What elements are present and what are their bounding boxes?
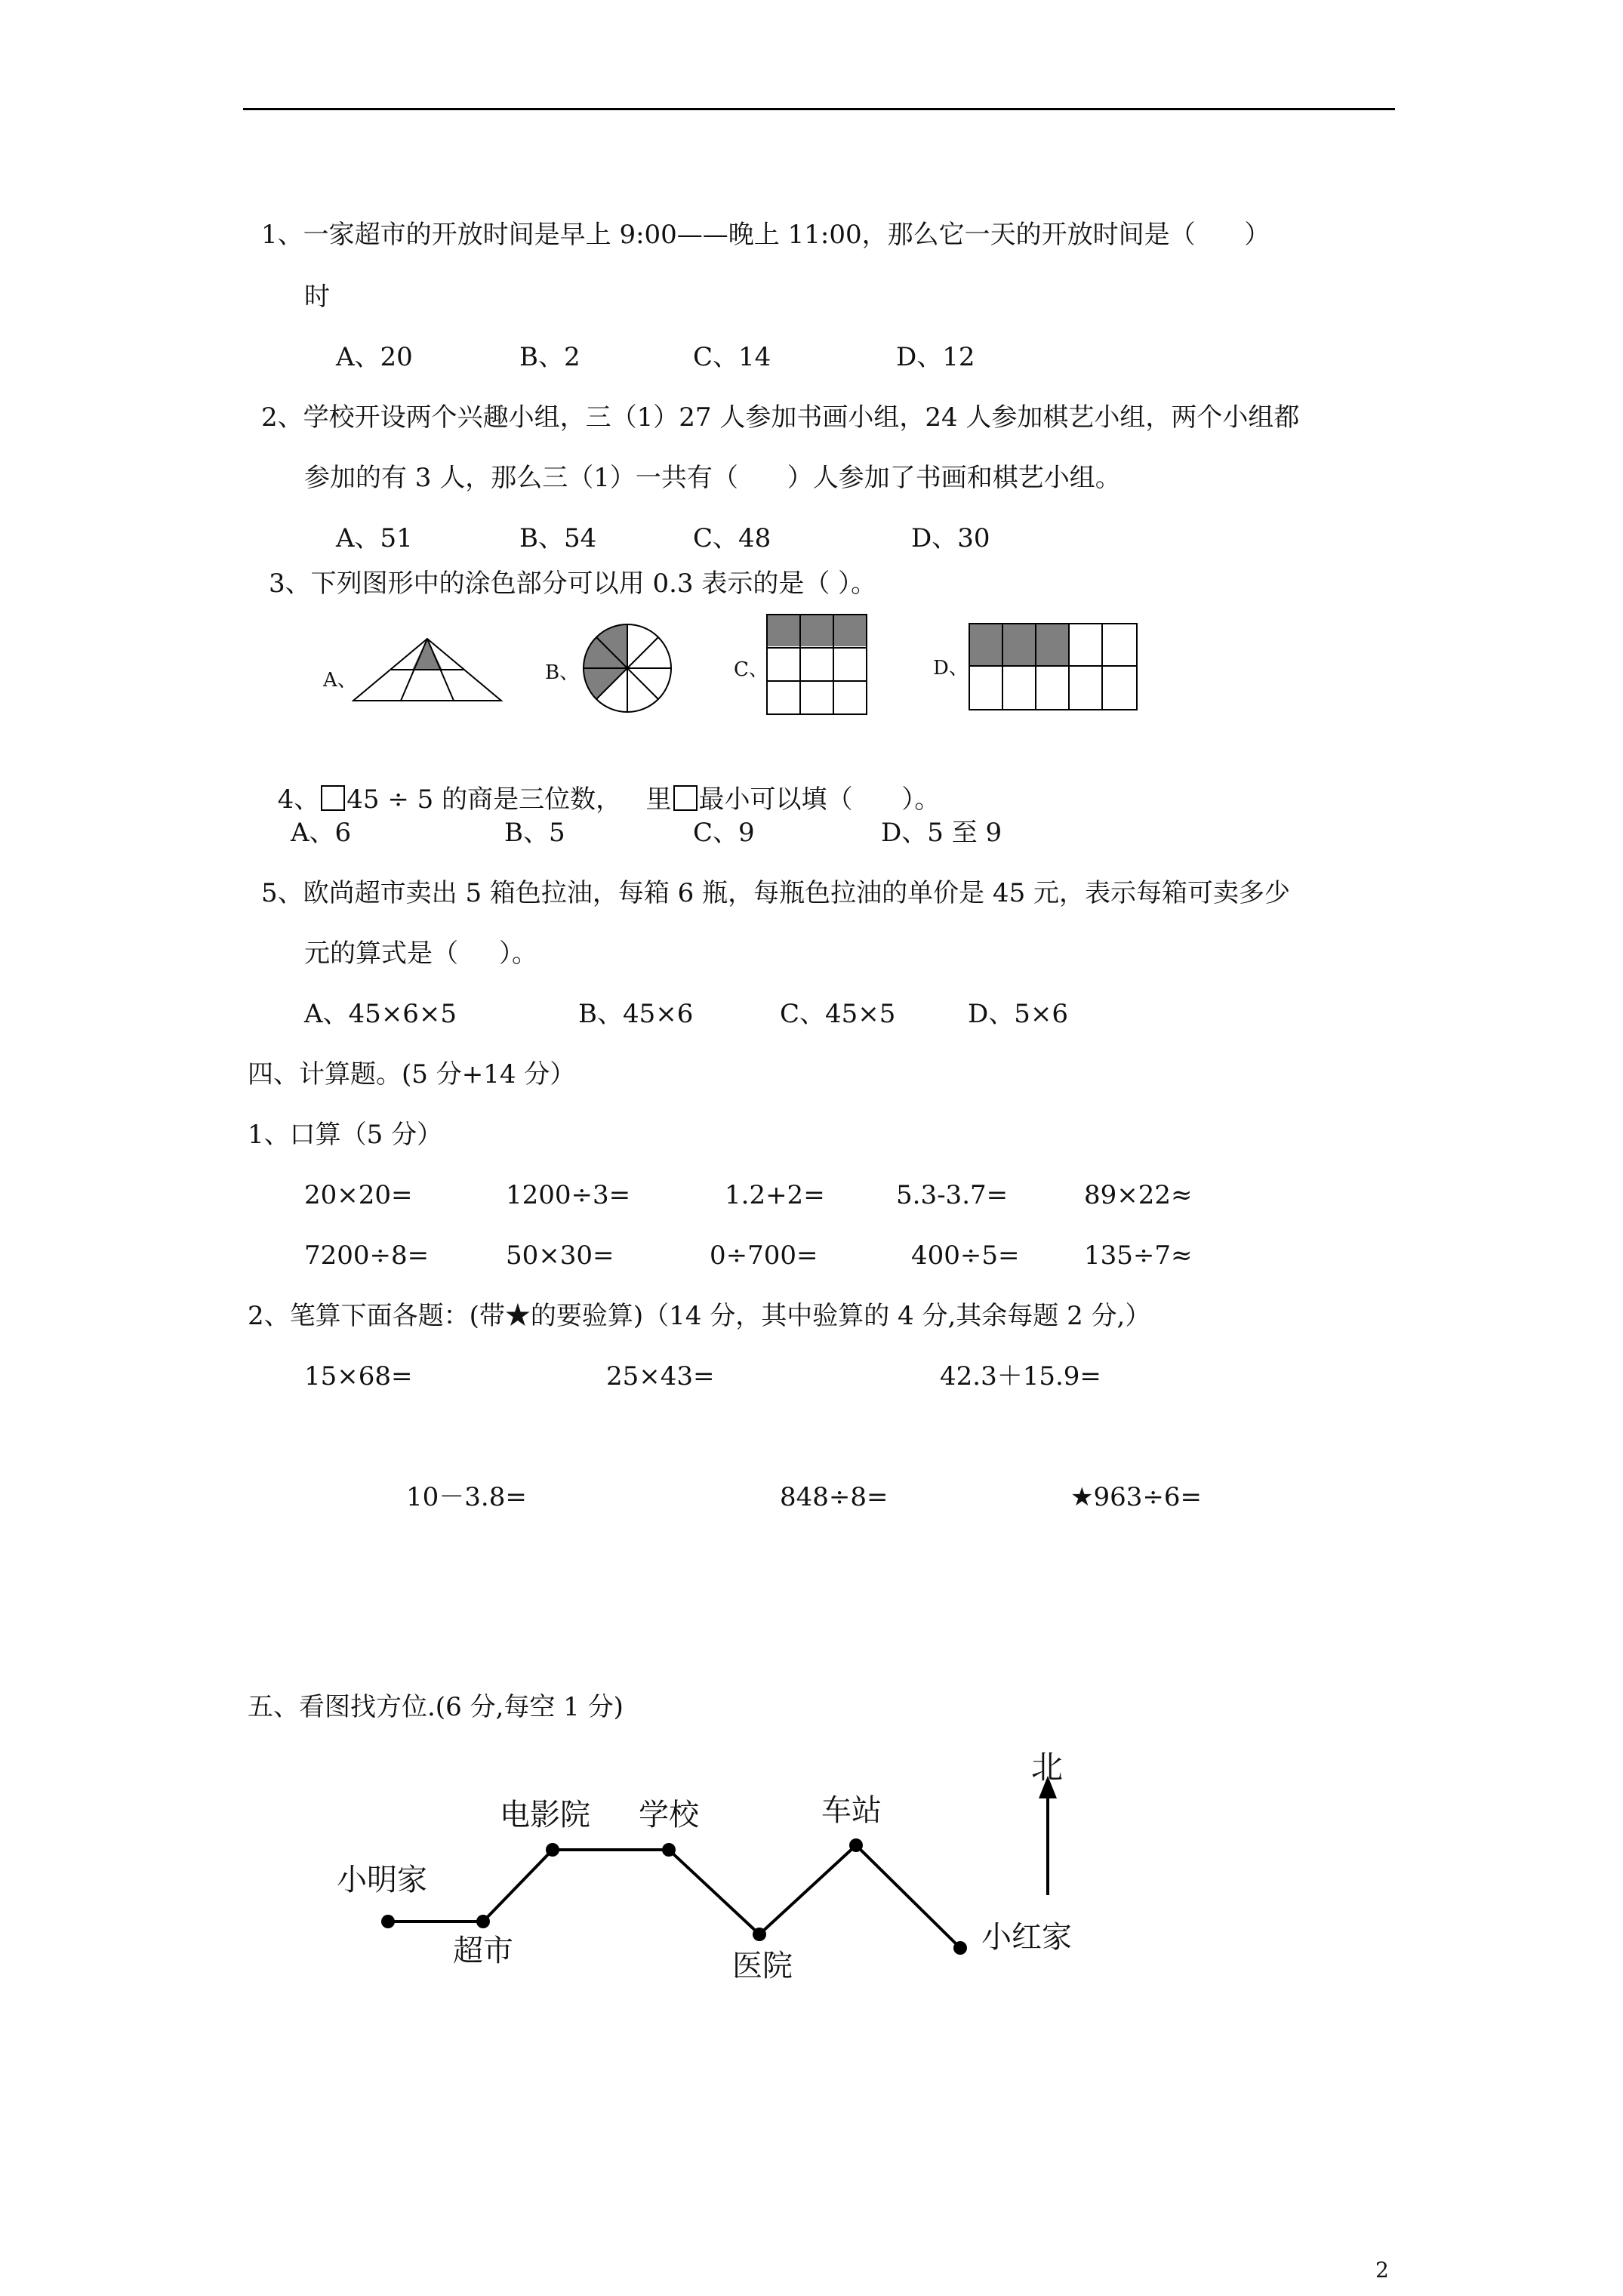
written-item: ★963÷6= xyxy=(1070,1482,1202,1512)
map-point-supermarket xyxy=(476,1915,490,1928)
q2-option-c: C、48 xyxy=(693,523,771,553)
map-point-xiaoming-home xyxy=(381,1915,395,1928)
section4-sub2: 2、笔算下面各题：(带★的要验算)（14 分，其中验算的 4 分,其余每题 2 分,） xyxy=(248,1301,1151,1331)
written-item: 25×43= xyxy=(606,1361,715,1391)
map-label-supermarket: 超市 xyxy=(453,1934,513,1968)
q4-line1 xyxy=(261,760,941,815)
q1-line2: 时 xyxy=(304,282,330,312)
q2-line1: 2、学校开设两个兴趣小组，三（1）27 人参加书画小组，24 人参加棋艺小组，两个小组都 xyxy=(261,402,1300,433)
map-label-cinema: 电影院 xyxy=(500,1798,590,1832)
q3-figure-c-grid xyxy=(765,613,868,716)
q4-option-b: B、5 xyxy=(504,818,565,848)
q4-mid2: 里 xyxy=(645,784,672,815)
q3-label-c: C、 xyxy=(734,658,768,681)
oral-item: 135÷7≈ xyxy=(1084,1240,1193,1271)
section4-sub1: 1、口算（5 分） xyxy=(248,1120,443,1150)
q1-option-a: A、20 xyxy=(336,342,413,372)
q4-prefix: 4、 xyxy=(277,784,320,815)
q1-option-b: B、2 xyxy=(519,342,581,372)
q3-line1: 3、下列图形中的涂色部分可以用 0.3 表示的是（ ）。 xyxy=(269,569,877,599)
map-label-station: 车站 xyxy=(821,1793,882,1828)
page-number: 2 xyxy=(1375,2257,1389,2282)
oral-item: 20×20= xyxy=(304,1180,413,1210)
q5-line2: 元的算式是（ ）。 xyxy=(304,938,538,969)
q1-option-c: C、14 xyxy=(693,342,771,372)
map-label-school: 学校 xyxy=(639,1798,699,1832)
q3-figure-b-circle xyxy=(580,621,675,716)
map-point-school xyxy=(662,1843,676,1857)
q2-option-b: B、54 xyxy=(519,523,597,553)
q4-blank-box-2 xyxy=(673,785,698,811)
q4-suffix: 最小可以填（ ）。 xyxy=(698,784,941,815)
map-point-xiaohong-home xyxy=(953,1941,967,1955)
section5-title: 五、看图找方位.(6 分,每空 1 分) xyxy=(248,1692,624,1722)
q5-option-b: B、45×6 xyxy=(578,999,694,1029)
q5-option-c: C、45×5 xyxy=(780,999,896,1029)
q3-figure-a-triangle xyxy=(352,636,503,704)
oral-item: 50×30= xyxy=(506,1240,614,1271)
oral-item: 89×22≈ xyxy=(1084,1180,1193,1210)
oral-item: 7200÷8= xyxy=(304,1240,430,1271)
q4-option-d: D、5 至 9 xyxy=(881,818,1002,848)
q3-label-a: A、 xyxy=(323,669,357,692)
header-rule xyxy=(243,108,1395,110)
q2-option-d: D、30 xyxy=(911,523,990,553)
written-item: 15×68= xyxy=(304,1361,413,1391)
map-label-xiaohong-home: 小红家 xyxy=(981,1920,1072,1955)
q4-option-c: C、9 xyxy=(693,818,755,848)
q5-option-a: A、45×6×5 xyxy=(304,999,457,1029)
q3-figure-d-grid xyxy=(968,622,1138,711)
oral-item: 5.3-3.7= xyxy=(896,1180,1009,1210)
q1-line1: 1、一家超市的开放时间是早上 9:00——晚上 11:00，那么它一天的开放时间是（ ） xyxy=(261,220,1270,250)
q3-label-b: B、 xyxy=(545,661,580,684)
oral-item: 0÷700= xyxy=(710,1240,818,1271)
q5-line1: 5、欧尚超市卖出 5 箱色拉油，每箱 6 瓶，每瓶色拉油的单价是 45 元，表示每箱可卖多少 xyxy=(261,878,1291,908)
q4-blank-box xyxy=(321,785,345,811)
oral-item: 400÷5= xyxy=(911,1240,1020,1271)
q2-line2: 参加的有 3 人，那么三（1）一共有（ ）人参加了书画和棋艺小组。 xyxy=(304,463,1121,493)
written-item: 848÷8= xyxy=(780,1482,888,1512)
q2-option-a: A、51 xyxy=(336,523,413,553)
q4-mid: 45 ÷ 5 的商是三位数， xyxy=(346,784,622,815)
q3-label-d: D、 xyxy=(933,657,969,680)
written-item: 42.3＋15.9= xyxy=(940,1361,1101,1391)
map-label-north: 北 xyxy=(1031,1749,1064,1786)
section4-title: 四、计算题。(5 分+14 分） xyxy=(248,1059,576,1089)
map-label-xiaoming-home: 小明家 xyxy=(337,1863,427,1897)
written-item: 10－3.8= xyxy=(406,1482,527,1512)
map-point-station xyxy=(849,1838,863,1852)
oral-item: 1.2+2= xyxy=(725,1180,825,1210)
q1-option-d: D、12 xyxy=(896,342,975,372)
oral-item: 1200÷3= xyxy=(506,1180,631,1210)
map-point-cinema xyxy=(546,1843,559,1857)
map-point-hospital xyxy=(753,1928,766,1941)
map-label-hospital: 医院 xyxy=(732,1949,793,1983)
q4-option-a: A、6 xyxy=(291,818,352,848)
q5-option-d: D、5×6 xyxy=(968,999,1069,1029)
